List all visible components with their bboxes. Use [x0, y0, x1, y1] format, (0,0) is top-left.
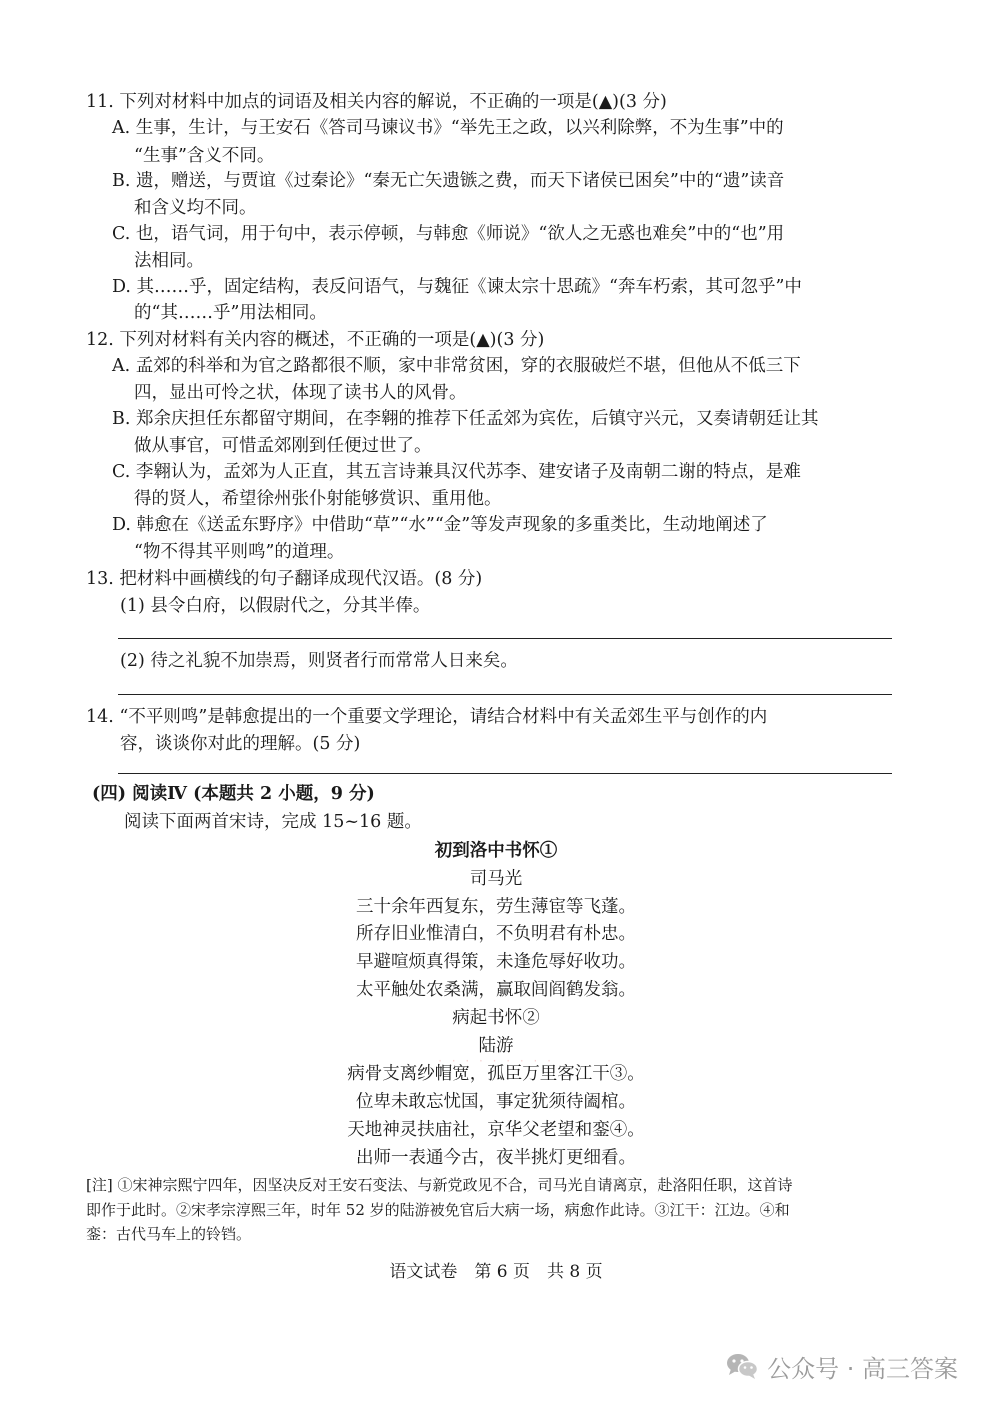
brand-watermark — [725, 1351, 958, 1381]
section-heading: (四) 阅读Ⅳ (本题共 2 小题，9 分) — [92, 784, 375, 804]
q11-option-a: A. 生事，生计，与王安石《答司马谏议书》“举先王之政，以兴利除弊，不为生事”中的 — [112, 118, 784, 138]
poem-2-line: 病骨支离纱帽宽，孤臣万里客江干③。 — [347, 1064, 645, 1084]
poem-2-line: 天地神灵扶庙社，京华父老望和銮④。 — [347, 1120, 645, 1140]
wechat-icon — [725, 1352, 759, 1380]
q12-option-a: A. 孟郊的科举和为官之路都很不顺，家中非常贫困，穿的衣服破烂不堪，但他从不低三下 — [112, 356, 801, 376]
note-line-2: 即作于此时。②宋孝宗淳熙三年，时年 52 岁的陆游被免官后大病一场，病愈作此诗。③江干：江边。④和 — [86, 1201, 790, 1219]
q11-option-b-cont: 和含义均不同。 — [134, 198, 257, 218]
poem-1-line: 所存旧业惟清白，不负明君有朴忠。 — [356, 924, 636, 944]
q12-option-b: B. 郑余庆担任东都留守期间，在李翱的推荐下任孟郊为宾佐，后镇守兴元，又奏请朝廷让其 — [112, 409, 819, 429]
answer-line-3 — [118, 773, 892, 774]
q11-option-b: B. 遗，赠送，与贾谊《过秦论》“秦无亡矢遗镞之费，而天下诸侯已困矣”中的“遗”读音 — [112, 171, 785, 191]
section-intro: 阅读下面两首宋诗，完成 15~16 题。 — [124, 812, 422, 832]
poem-1-line: 早避喧烦真得策，未逢危辱好收功。 — [356, 952, 636, 972]
q13-sentence-1: (1) 县令白府，以假尉代之，分其半俸。 — [120, 596, 431, 616]
q12-option-d: D. 韩愈在《送孟东野序》中借助“草”“水”“金”等发声现象的多重类比，生动地阐述了 — [112, 515, 768, 535]
q11-option-c: C. 也，语气词，用于句中，表示停顿，与韩愈《师说》“欲人之无惑也难矣”中的“也”用 — [112, 224, 785, 244]
answer-line-2 — [118, 694, 892, 695]
q11-stem: 11. 下列对材料中加点的词语及相关内容的解说，不正确的一项是(▲)(3 分) — [86, 92, 667, 112]
q13-sentence-2: (2) 待之礼貌不加崇焉，则贤者行而常常人日来矣。 — [120, 651, 518, 671]
page-footer: 语文试卷 第 6 页 共 8 页 — [389, 1262, 603, 1282]
q11-option-c-cont: 法相同。 — [134, 251, 204, 271]
poem-2-title: 病起书怀② — [452, 1008, 540, 1028]
q12-option-d-cont: “物不得其平则鸣”的道理。 — [134, 542, 345, 562]
q12-option-c-cont: 得的贤人，希望徐州张仆射能够赏识、重用他。 — [134, 489, 502, 509]
poem-1-title: 初到洛中书怀① — [434, 841, 558, 861]
q14-line-2: 容，谈谈你对此的理解。(5 分) — [120, 734, 361, 754]
q12-option-a-cont: 四，显出可怜之状，体现了读书人的风骨。 — [134, 383, 467, 403]
q11-option-d: D. 其……乎，固定结构，表反问语气，与魏征《谏太宗十思疏》“奔车朽索，其可忽乎”中 — [112, 277, 802, 297]
poem-1-author: 司马光 — [469, 869, 523, 889]
note-line-3: 銮：古代马车上的铃铛。 — [86, 1225, 252, 1243]
q12-option-b-cont: 做从事官，可惜孟郊刚到任便过世了。 — [134, 436, 432, 456]
poem-1-line: 太平触处农桑满，赢取闾阎鹤发翁。 — [356, 980, 636, 1000]
note-line-1: [注] ①宋神宗熙宁四年，因坚决反对王安石变法、与新党政见不合，司马光自请离京，赴洛阳任职，这首诗 — [86, 1176, 793, 1194]
poem-2-author: 陆游 — [478, 1036, 514, 1056]
q14-line-1: 14. “不平则鸣”是韩愈提出的一个重要文学理论，请结合材料中有关孟郊生平与创作的内 — [86, 707, 768, 727]
q12-option-c: C. 李翱认为，孟郊为人正直，其五言诗兼具汉代苏李、建安诸子及南朝二谢的特点，是难 — [112, 462, 801, 482]
faint-watermark: · · · · · · · · · — [438, 1054, 554, 1068]
q11-option-a-cont: “生事”含义不同。 — [134, 146, 275, 166]
brand-text: 公众号 · 高三答案 — [767, 1354, 958, 1383]
q13-stem: 13. 把材料中画横线的句子翻译成现代汉语。(8 分) — [86, 569, 483, 589]
q11-option-d-cont: 的“其……乎”用法相同。 — [134, 303, 327, 323]
poem-2-line: 出师一表通今古，夜半挑灯更细看。 — [356, 1148, 636, 1168]
answer-line-1 — [118, 638, 892, 639]
poem-1-line: 三十余年西复东，劳生薄宦等飞蓬。 — [356, 897, 636, 917]
poem-2-line: 位卑未敢忘忧国，事定犹须待阖棺。 — [356, 1092, 636, 1112]
q12-stem: 12. 下列对材料有关内容的概述，不正确的一项是(▲)(3 分) — [86, 330, 545, 350]
